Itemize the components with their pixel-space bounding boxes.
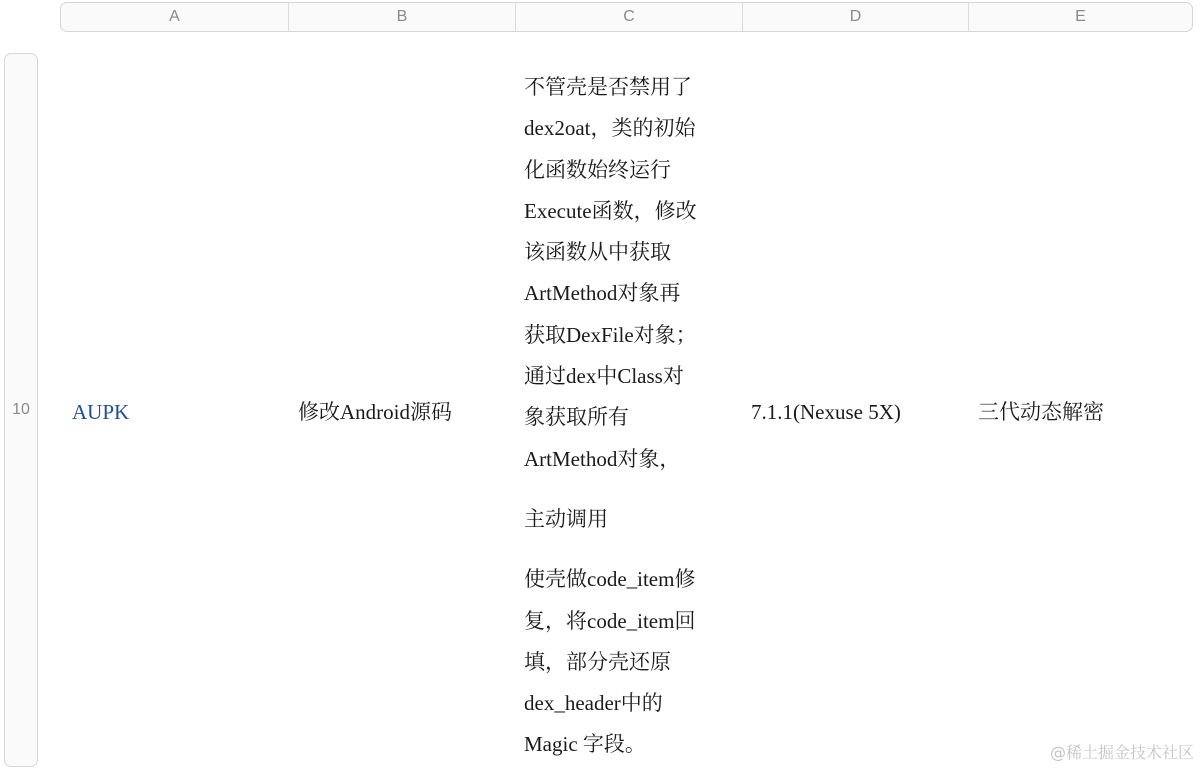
cell-c10-paragraph-3: [524, 559, 736, 765]
cell-c10-line: 通过dex中Class对: [524, 364, 684, 389]
cell-c10-line: 填，部分壳还原: [524, 649, 671, 674]
cell-c10-line: 使壳做code_item修: [524, 567, 696, 592]
cell-c10-line: dex2oat，类的初始: [524, 116, 696, 141]
cell-c10-line: ArtMethod对象，: [524, 446, 681, 471]
column-header-d[interactable]: D: [742, 3, 968, 31]
cell-c10-line: 该函数从中获取: [524, 240, 671, 265]
column-header-a[interactable]: A: [169, 8, 180, 25]
cell-c10-line: Execute函数，修改: [524, 198, 697, 223]
cell-c10-line: Magic 字段。: [524, 732, 646, 757]
cell-b10[interactable]: 修改Android源码: [298, 400, 452, 424]
cell-c10-line: 获取DexFile对象；: [524, 322, 697, 347]
column-header-c[interactable]: C: [515, 3, 742, 31]
row-number: 10: [12, 401, 30, 418]
cell-c10[interactable]: [524, 67, 736, 766]
cell-e10[interactable]: 三代动态解密: [978, 400, 1104, 424]
cell-c10-line: 不管壳是否禁用了: [524, 75, 692, 99]
column-header-b[interactable]: B: [288, 3, 515, 31]
cell-c10-line: 化函数始终运行: [524, 157, 671, 182]
column-header-bar: [60, 2, 1193, 32]
cell-c10-line: 象获取所有: [524, 405, 629, 430]
cell-c10-line: ArtMethod对象再: [524, 281, 681, 306]
cell-d10[interactable]: 7.1.1(Nexuse 5X): [751, 400, 901, 424]
cell-c10-line: 复，将code_item回: [524, 608, 696, 633]
cell-a10[interactable]: AUPK: [72, 400, 130, 424]
cell-c10-line: dex_header中的: [524, 691, 663, 716]
column-header-e[interactable]: E: [968, 3, 1192, 31]
row-header-10[interactable]: [4, 53, 38, 767]
cell-c10-line: 主动调用: [524, 506, 608, 531]
watermark: @稀土掘金技术社区: [1049, 743, 1194, 762]
cell-c10-paragraph-1: [524, 67, 736, 480]
cell-c10-paragraph-2: [524, 499, 736, 540]
